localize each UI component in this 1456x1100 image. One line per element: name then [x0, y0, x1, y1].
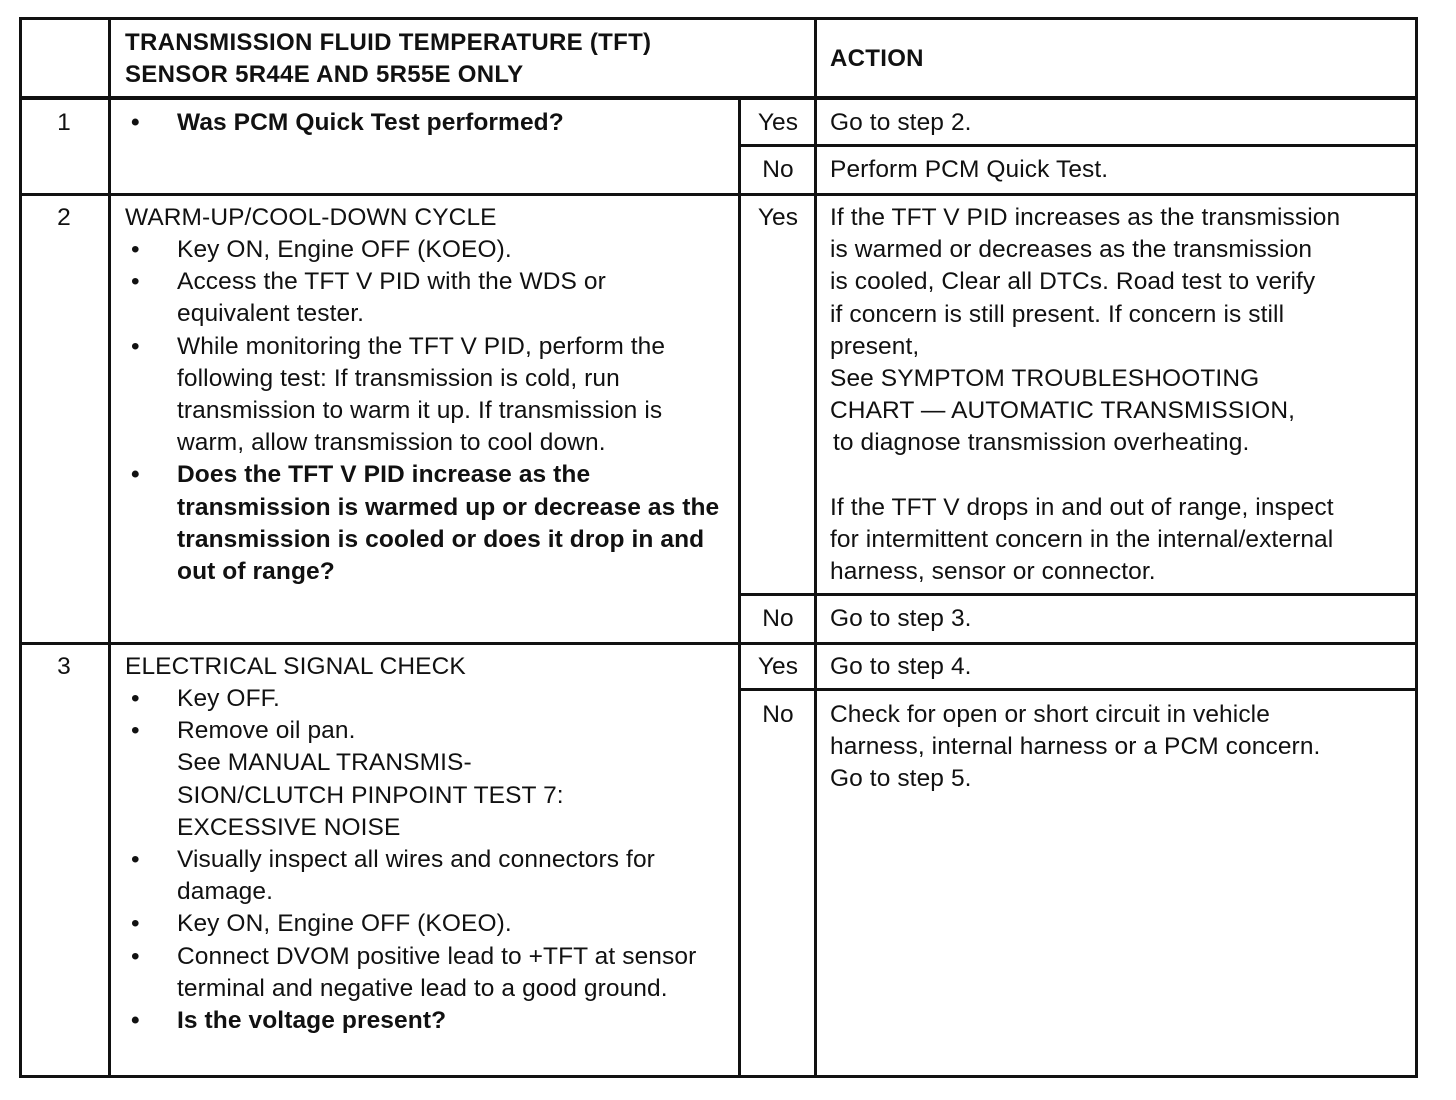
- no-label: No: [762, 701, 794, 728]
- row-divider-header: [19, 96, 1418, 100]
- table-border-top: [19, 17, 1418, 20]
- step-3-bullets: [125, 683, 725, 1037]
- header-action: ACTION: [830, 45, 924, 72]
- list-item: [125, 715, 725, 844]
- col-divider-yesno: [738, 98, 741, 1078]
- yes-label: Yes: [757, 109, 799, 136]
- step-2-bullets: [125, 234, 731, 588]
- yes-action: [830, 202, 1340, 588]
- table-border-bottom: [19, 1075, 1418, 1078]
- no-action: [830, 699, 1320, 796]
- action-line: Go to step 5.: [830, 765, 972, 793]
- action-line: If the TFT V drops in and out of range, inspect: [830, 493, 1334, 521]
- see-reference-line: See MANUAL TRANSMIS-: [177, 749, 472, 777]
- no-label: No: [762, 605, 794, 632]
- step-number: 1: [57, 109, 71, 136]
- list-item: • Visually inspect all wires and connectors for damage.: [125, 844, 725, 908]
- step-number: 3: [57, 653, 71, 680]
- list-item: • Is the voltage present?: [125, 1005, 725, 1037]
- action-line: If the TFT V PID increases as the transmission: [830, 204, 1341, 231]
- yes-action: Go to step 4.: [830, 653, 972, 680]
- list-item: • Key OFF.: [125, 683, 725, 715]
- step-number: 2: [57, 204, 71, 231]
- list-item: • Does the TFT V PID increase as the transmission is warmed up or decrease as the transmission is cooled or does it drop in and out of range?: [125, 459, 731, 588]
- action-line: present,: [830, 332, 920, 360]
- subrow-divider-step2: [738, 593, 1418, 596]
- list-item: • Key ON, Engine OFF (KOEO).: [125, 908, 725, 940]
- action-line: for intermittent concern in the internal/external: [830, 526, 1334, 554]
- action-line: is warmed or decreases as the transmission: [830, 236, 1313, 264]
- yes-action: Go to step 2.: [830, 109, 972, 136]
- table-border-left: [19, 17, 22, 1078]
- action-line: to diagnose transmission overheating.: [833, 429, 1250, 457]
- action-line: is cooled, Clear all DTCs. Road test to verify: [830, 268, 1316, 296]
- step-2-title: WARM-UP/COOL-DOWN CYCLE: [125, 204, 497, 231]
- list-item: • While monitoring the TFT V PID, perform the following test: If transmission is cold, run transmission to warm it up. If transmission is warm, allow transmission to cool down.: [125, 331, 731, 460]
- action-line: Check for open or short circuit in vehicle: [830, 701, 1270, 728]
- action-line: if concern is still present. If concern is still: [830, 300, 1285, 328]
- row-divider-step2: [19, 642, 1418, 645]
- list-item-text: Remove oil pan.: [177, 717, 356, 745]
- subrow-divider-step1: [738, 144, 1418, 147]
- step-3-title: ELECTRICAL SIGNAL CHECK: [125, 653, 466, 680]
- action-line: CHART — AUTOMATIC TRANSMISSION,: [830, 397, 1296, 425]
- action-line-spacer: [830, 460, 1340, 492]
- subrow-divider-step3: [738, 688, 1418, 691]
- no-action: Go to step 3.: [830, 605, 972, 632]
- header-title-line2: SENSOR 5R44E AND 5R55E ONLY: [125, 61, 524, 88]
- diagnostic-table: [19, 17, 1418, 1078]
- action-line: harness, internal harness or a PCM concern.: [830, 733, 1321, 761]
- list-item: • Connect DVOM positive lead to +TFT at sensor terminal and negative lead to a good ground.: [125, 941, 725, 1005]
- table-border-right: [1415, 17, 1418, 1078]
- list-item: • Key ON, Engine OFF (KOEO).: [125, 234, 731, 266]
- list-item: • Access the TFT V PID with the WDS or equivalent tester.: [125, 266, 731, 330]
- step-1-bullets: [125, 107, 725, 139]
- row-divider-step1: [19, 193, 1418, 196]
- header-title: [125, 27, 651, 91]
- col-divider-num: [108, 17, 111, 1078]
- see-reference-line: SION/CLUTCH PINPOINT TEST 7:: [177, 781, 564, 809]
- yes-label: Yes: [757, 204, 799, 231]
- list-item: • Was PCM Quick Test performed?: [125, 107, 725, 139]
- no-label: No: [762, 156, 794, 183]
- yes-label: Yes: [757, 653, 799, 680]
- action-line: See SYMPTOM TROUBLESHOOTING: [830, 365, 1260, 393]
- header-title-line1: TRANSMISSION FLUID TEMPERATURE (TFT): [125, 29, 652, 56]
- see-reference-line: EXCESSIVE NOISE: [177, 813, 401, 841]
- action-line: harness, sensor or connector.: [830, 558, 1156, 586]
- no-action: Perform PCM Quick Test.: [830, 156, 1109, 183]
